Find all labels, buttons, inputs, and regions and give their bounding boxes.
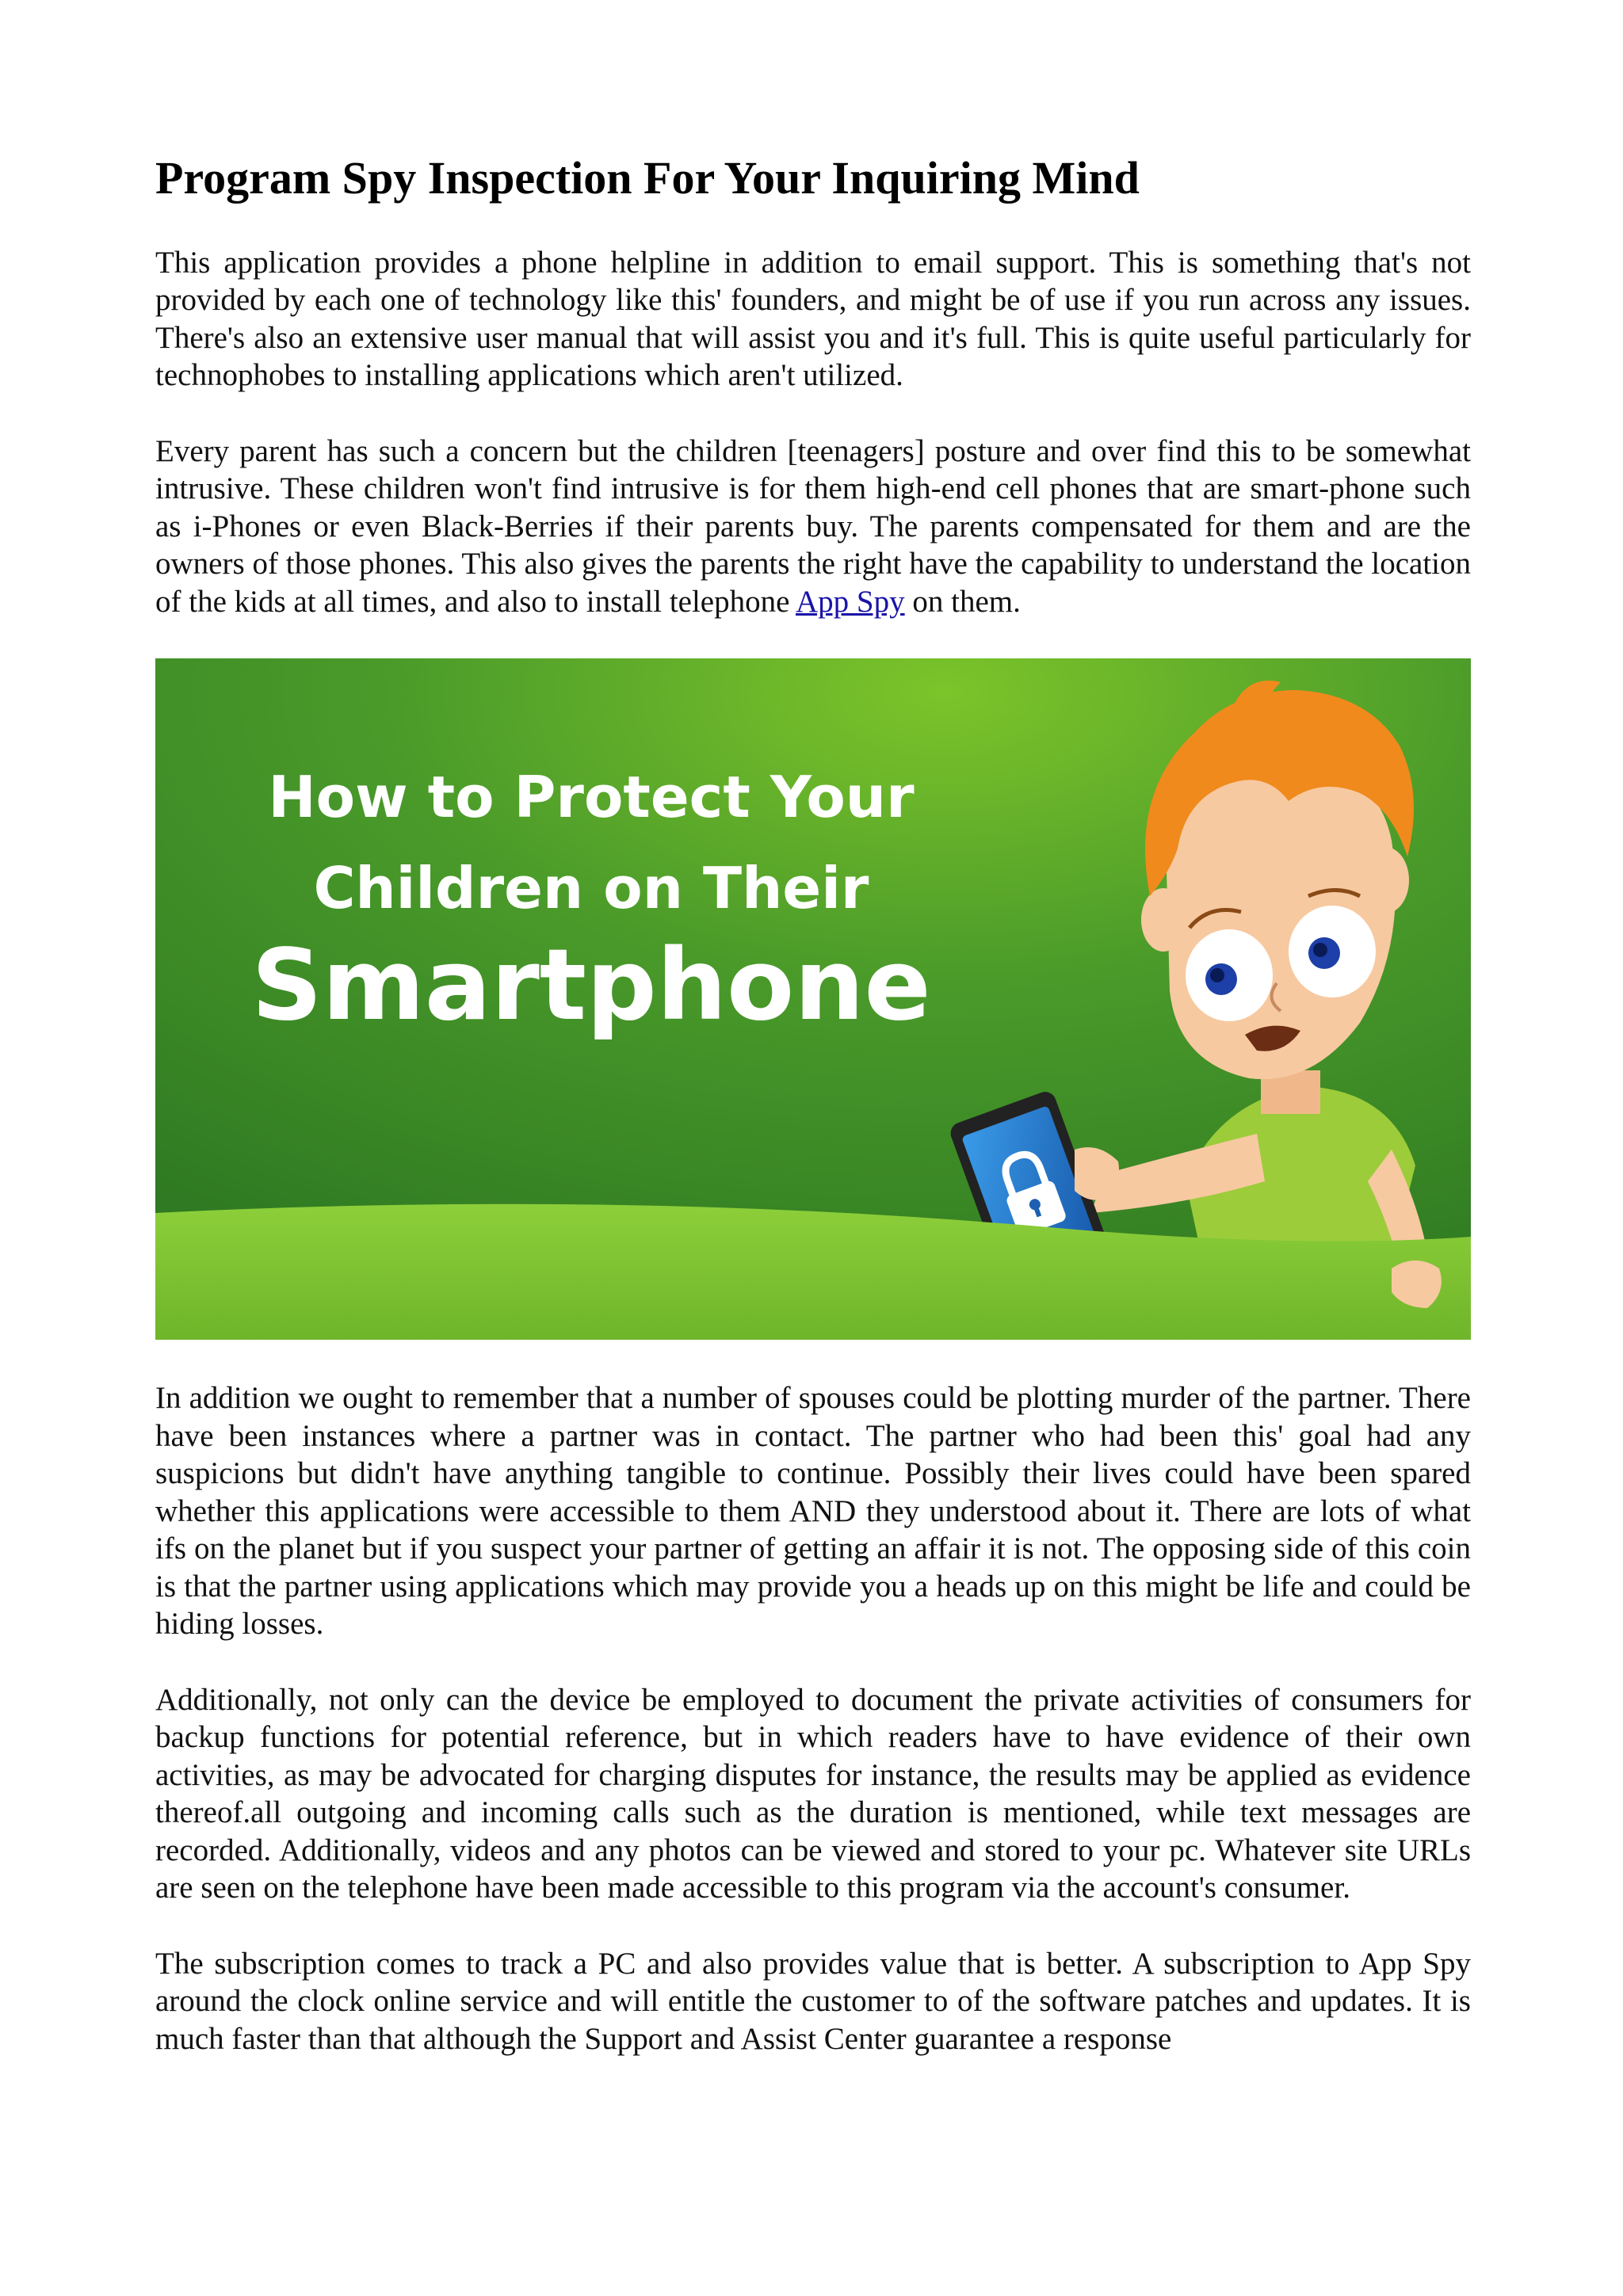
paragraph-2-text-a: Every parent has such a concern but the children [teenagers] posture and over find this to be somewhat intrusive. These children won't find intrusive is for them high-end cell phones that are smart-phone such as i-Phones or even Black-Berries if their parents buy. The parents compensated for them and are the owners of those phones. This also gives the parents the right have the capability to understand the location of the kids at all times, and also to install telephone [155,433,1471,619]
banner-line-2: Children on Their [313,855,869,922]
paragraph-1: This application provides a phone helpline in addition to email support. This is something that's not provided by each one of technology like this' founders, and might be of use if you run across any issues. There's also an extensive user manual that will assist you and it's full. This is quite useful particularly for technophobes to installing applications which aren't utilized. [155,245,1471,393]
paragraph-4: Additionally, not only can the device be employed to document the private activities of consumers for backup functions for potential reference, but in which readers have to have evidence of their own activities, as may be advocated for charging disputes for instance, the results may be applied as evidence thereof.all outgoing and incoming calls such as the duration is mentioned, while text messages are recorded. Additionally, videos and any photos can be viewed and stored to your pc. Whatever site URLs are seen on the telephone have been made accessible to this program via the account's consumer. [155,1682,1471,1905]
paragraph-3: In addition we ought to remember that a number of spouses could be plotting murder of the partner. There have been instances where a partner was in contact. The partner who had been this' goal had any suspicions but didn't have anything tangible to continue. Possibly their lives could have been spared whether this applications were accessible to them AND they understood about it. There are lots of what ifs on the planet but if you suspect your partner of getting an affair it is not. The opposing side of this coin is that the partner using applications which may provide you a heads up on this might be life and could be hiding losses. [155,1381,1471,1642]
banner-image [155,658,1471,1340]
app-spy-link[interactable]: App Spy [796,584,905,619]
paragraph-2 [155,433,1471,621]
paragraph-2-text-b: on them. [904,584,1021,619]
banner-line-3: Smartphone [251,929,931,1043]
article-title: Program Spy Inspection For Your Inquiring Mind [155,152,1140,204]
banner-line-1: How to Protect Your [268,764,915,831]
paragraph-5: The subscription comes to track a PC and also provides value that is better. A subscription to App Spy around the clock online service and will entitle the customer to of the software patches and updates. It is much faster than that although the Support and Assist Center guarantee a response [155,1946,1471,2056]
article [155,151,1471,2096]
